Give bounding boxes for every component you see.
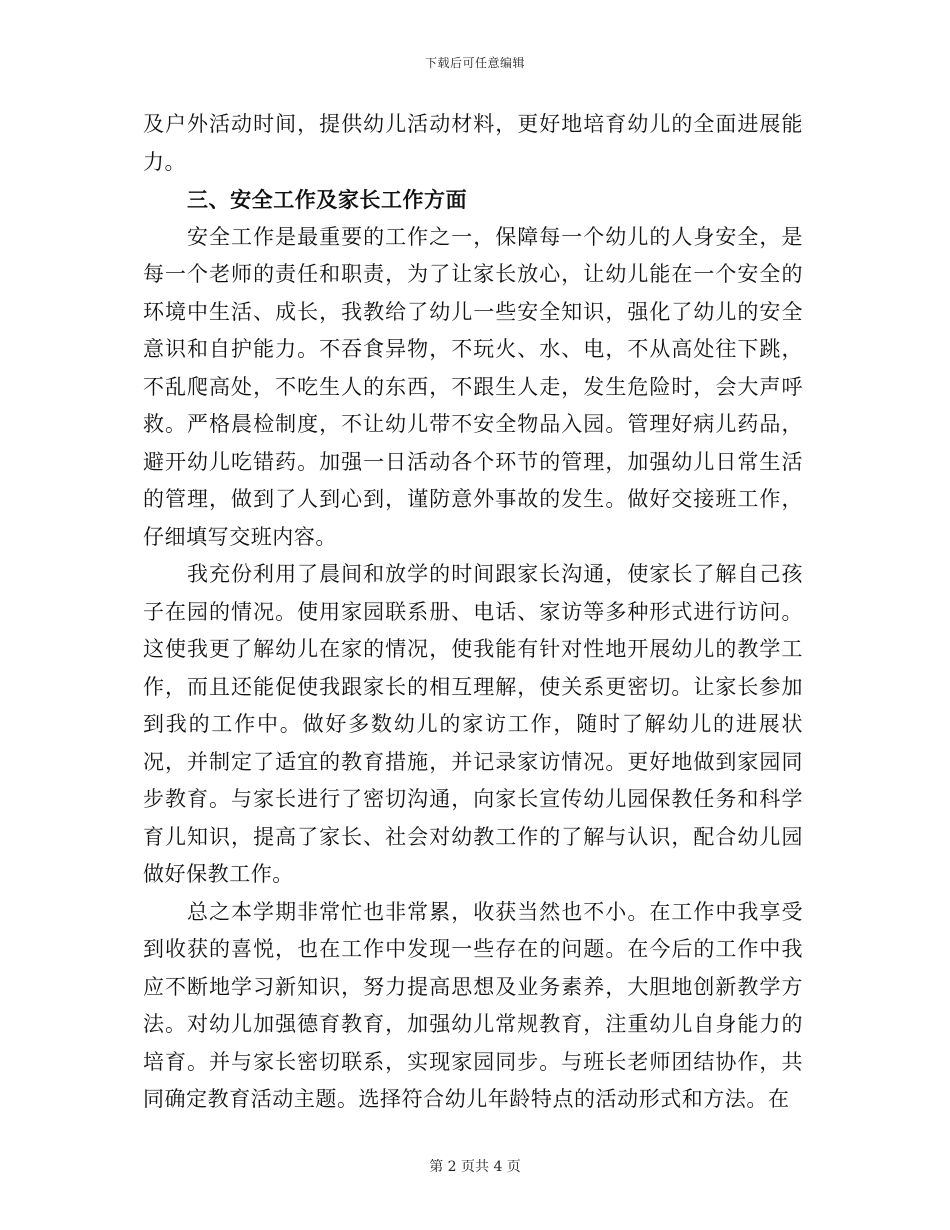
paragraph-safety: 安全工作是最重要的工作之一，保障每一个幼儿的人身安全，是每一个老师的责任和职责，为了让家长放心，让幼儿能在一个安全的环境中生活、成长，我教给了幼儿一些安全知识，强化了幼儿的安全意识和自护能力。不吞食异物，不玩火、水、电，不从高处往下跳，不乱爬高处，不吃生人的东西，不跟生人走，发生危险时，会大声呼救。严格晨检制度，不让幼儿带不安全物品入园。管理好病儿药品，避开幼儿吃错药。加强一日活动各个环节的管理，加强幼儿日常生活的管理，做到了人到心到，谨防意外事故的发生。做好交接班工作，仔细填写交班内容。 — [143, 224, 803, 549]
section-heading: 三、安全工作及家长工作方面 — [187, 187, 468, 212]
paragraph-summary: 总之本学期非常忙也非常累，收获当然也不小。在工作中我享受到收获的喜悦，也在工作中发现一些存在的问题。在今后的工作中我应不断地学习新知识，努力提高思想及业务素养，大胆地创新教学方法。对幼儿加强德育教育，加强幼儿常规教育，注重幼儿自身能力的培育。并与家长密切联系，实现家园同步。与班长老师团结协作，共同确定教育活动主题。选择符合幼儿年龄特点的活动形式和方法。在 — [143, 899, 803, 1111]
paragraph-parents: 我充份利用了晨间和放学的时间跟家长沟通，使家长了解自己孩子在园的情况。使用家园联系册、电话、家访等多种形式进行访问。这使我更了解幼儿在家的情况，使我能有针对性地开展幼儿的教学工作，而且还能促使我跟家长的相互理解，使关系更密切。让家长参加到我的工作中。做好多数幼儿的家访工作，随时了解幼儿的进展状况，并制定了适宜的教育措施，并记录家访情况。更好地做到家园同步教育。与家长进行了密切沟通，向家长宣传幼儿园保教任务和科学育儿知识，提高了家长、社会对幼教工作的了解与认识，配合幼儿园做好保教工作。 — [143, 562, 803, 886]
page-number: 第 2 页共 4 页 — [429, 1159, 521, 1175]
paragraph-continued: 及户外活动时间，提供幼儿活动材料，更好地培育幼儿的全面进展能力。 — [143, 112, 803, 174]
page-header: 下载后可任意编辑 — [424, 56, 525, 70]
document-body — [143, 106, 803, 1119]
